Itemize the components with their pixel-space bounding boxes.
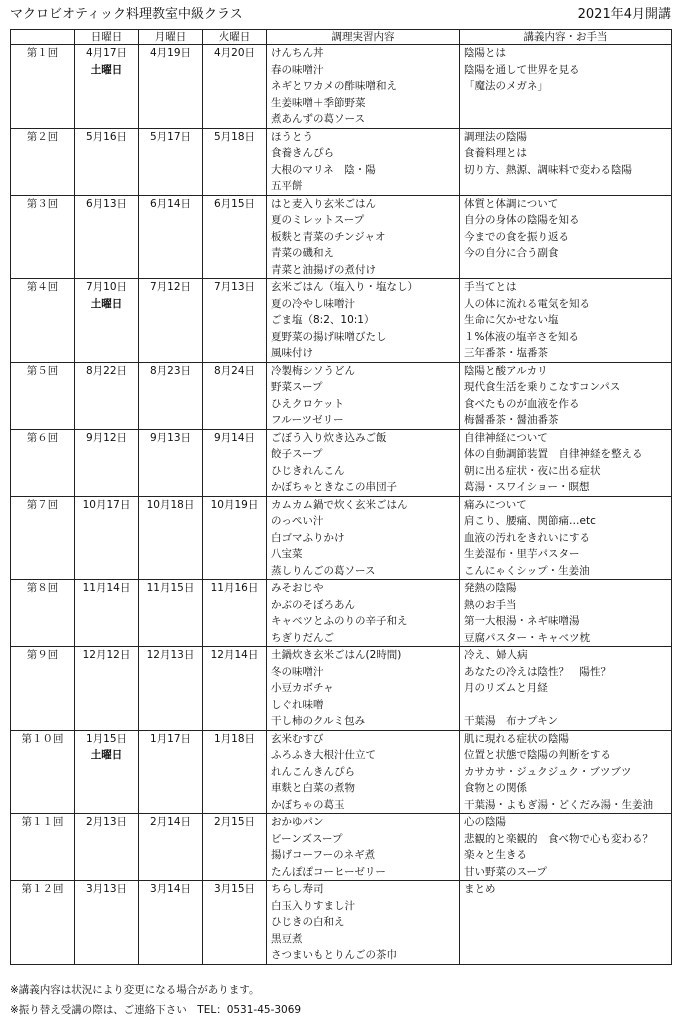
session-date: 5月18日 bbox=[213, 130, 256, 143]
session-number-cell bbox=[11, 362, 75, 429]
menu-item: キャベツとふのりの辛子和え bbox=[271, 615, 408, 627]
date-cell bbox=[139, 429, 203, 496]
menu-item: 蒸しりんごの葛ソース bbox=[271, 564, 376, 577]
lecture-item: 痛みについて bbox=[464, 498, 527, 511]
menu-item: 揚げコーフーのネギ煮 bbox=[271, 849, 376, 861]
date-cell bbox=[75, 128, 139, 195]
menu-cell bbox=[267, 279, 460, 363]
menu-item: 冬の味噌汁 bbox=[271, 665, 324, 678]
menu-item: 小豆カボチャ bbox=[271, 682, 334, 694]
date-cell bbox=[203, 45, 267, 129]
session-date: 11月16日 bbox=[210, 582, 259, 594]
menu-cell bbox=[267, 362, 460, 429]
lecture-item: 陰陽を通して世界を見る bbox=[464, 63, 580, 76]
date-cell bbox=[203, 279, 267, 363]
menu-item: カムカム鍋で炊く玄米ごはん bbox=[271, 498, 408, 511]
session-number-cell bbox=[11, 496, 75, 580]
menu-item: 白ゴマふりかけ bbox=[271, 531, 345, 544]
session-number: 第９回 bbox=[26, 649, 59, 661]
menu-item: 冷製梅シソうどん bbox=[271, 364, 355, 377]
menu-cell bbox=[267, 128, 460, 195]
menu-item: かぶのそぼろあん bbox=[271, 598, 355, 611]
lecture-item bbox=[460, 697, 671, 714]
table-row bbox=[11, 496, 672, 580]
date-cell bbox=[139, 128, 203, 195]
menu-cell bbox=[267, 195, 460, 279]
menu-item: ちらし寿司 bbox=[271, 883, 324, 895]
session-date: 11月15日 bbox=[146, 582, 195, 594]
menu-item: ほうとう bbox=[271, 130, 313, 143]
lecture-item: こんにゃくシップ・生姜油 bbox=[464, 564, 590, 577]
lecture-item: 月のリズムと月経 bbox=[464, 682, 548, 694]
date-cell bbox=[139, 580, 203, 647]
session-number-cell bbox=[11, 814, 75, 881]
lecture-cell bbox=[460, 45, 672, 129]
menu-cell bbox=[267, 814, 460, 881]
session-date: 6月15日 bbox=[213, 197, 256, 210]
table-row bbox=[11, 128, 672, 195]
menu-item: おかゆパン bbox=[271, 816, 324, 828]
menu-item: 白玉入りすまし汁 bbox=[271, 899, 355, 912]
session-number: 第５回 bbox=[26, 364, 59, 377]
menu-item: フルーツゼリー bbox=[271, 414, 344, 426]
session-date: 1月15日 bbox=[85, 732, 128, 745]
menu-cell bbox=[267, 647, 460, 731]
lecture-item: 食養料理とは bbox=[464, 147, 527, 159]
lecture-item: 「魔法のメガネ」 bbox=[464, 80, 548, 92]
menu-item: けんちん丼 bbox=[271, 47, 324, 59]
date-cell bbox=[75, 45, 139, 129]
date-cell bbox=[75, 647, 139, 731]
menu-item: 青菜と油揚げの煮付け bbox=[271, 263, 376, 276]
session-number-cell bbox=[11, 45, 75, 129]
table-row bbox=[11, 814, 672, 881]
session-date: 2月15日 bbox=[213, 816, 256, 828]
lecture-cell bbox=[460, 279, 672, 363]
lecture-item: 食物との関係 bbox=[464, 782, 527, 794]
lecture-item: 切り方、熱源、調味料で変わる陰陽 bbox=[464, 163, 632, 176]
lecture-cell bbox=[460, 881, 672, 965]
page-title: マクロビオティック料理教室中級クラス bbox=[10, 7, 243, 22]
lecture-item: 体の自動調節装置 自律神経を整える bbox=[464, 448, 643, 460]
lecture-item: 熱のお手当 bbox=[464, 598, 517, 611]
lecture-item: 楽々と生きる bbox=[464, 849, 527, 861]
lecture-cell bbox=[460, 730, 672, 814]
session-number: 第１回 bbox=[26, 47, 59, 59]
table-row bbox=[11, 881, 672, 965]
session-number-cell bbox=[11, 279, 75, 363]
menu-item: ひじきれんこん bbox=[271, 464, 345, 477]
menu-item: 青菜の磯和え bbox=[271, 247, 334, 259]
lecture-item: 干葉湯・よもぎ湯・どくだみ湯・生姜油 bbox=[464, 798, 653, 811]
lecture-cell bbox=[460, 580, 672, 647]
lecture-item: 今の自分に合う副食 bbox=[464, 247, 559, 259]
session-date: 10月17日 bbox=[82, 498, 131, 511]
lecture-item: 自分の身体の陰陽を知る bbox=[464, 214, 580, 226]
menu-item: ごま塩（8:2、10:1） bbox=[271, 314, 375, 326]
date-cell bbox=[203, 128, 267, 195]
session-number-cell bbox=[11, 881, 75, 965]
menu-item: れんこんきんぴら bbox=[271, 765, 355, 778]
lecture-item: 葛湯・スワイショー・瞑想 bbox=[464, 481, 590, 493]
menu-item: たんぽぽコーヒーゼリー bbox=[271, 865, 386, 878]
menu-item: 夏のミレットスープ bbox=[271, 214, 365, 226]
lecture-item: 位置と状態で陰陽の判断をする bbox=[464, 749, 611, 761]
lecture-item: 生命に欠かせない塩 bbox=[464, 314, 559, 326]
date-cell bbox=[203, 814, 267, 881]
session-number-cell bbox=[11, 429, 75, 496]
menu-item: かぼちゃときなこの串団子 bbox=[271, 481, 397, 493]
date-cell bbox=[139, 881, 203, 965]
date-cell bbox=[75, 580, 139, 647]
col-header-monday: 月曜日 bbox=[139, 30, 203, 45]
date-cell bbox=[75, 195, 139, 279]
session-number: 第８回 bbox=[26, 582, 59, 594]
lecture-item: 発熱の陰陽 bbox=[464, 582, 517, 594]
session-date: 8月22日 bbox=[85, 364, 128, 377]
date-cell bbox=[203, 362, 267, 429]
menu-item: 車麩と白菜の煮物 bbox=[271, 782, 355, 794]
date-cell bbox=[139, 195, 203, 279]
session-date: 4月20日 bbox=[213, 47, 256, 59]
menu-item: 餃子スープ bbox=[271, 448, 323, 460]
date-cell bbox=[75, 429, 139, 496]
lecture-item: 現代食生活を乗りこなすコンパス bbox=[464, 381, 621, 393]
menu-cell bbox=[267, 580, 460, 647]
menu-item: ごぼう入り炊き込みご飯 bbox=[271, 431, 387, 444]
session-date: 5月17日 bbox=[149, 130, 192, 143]
menu-cell bbox=[267, 429, 460, 496]
date-cell bbox=[203, 496, 267, 580]
lecture-item: あなたの冷えは陰性？ 陽性？ bbox=[464, 665, 611, 678]
date-cell bbox=[75, 496, 139, 580]
session-date: 3月15日 bbox=[213, 883, 256, 895]
session-date: 5月16日 bbox=[85, 130, 128, 143]
date-cell bbox=[75, 362, 139, 429]
date-cell bbox=[203, 429, 267, 496]
lecture-item: 悲観的と楽観的 食べ物で心も変わる？ bbox=[464, 832, 653, 845]
session-number: 第１２回 bbox=[21, 883, 64, 895]
session-number: 第２回 bbox=[26, 130, 59, 143]
table-body bbox=[11, 45, 672, 965]
session-number: 第６回 bbox=[26, 431, 59, 444]
menu-item: 玄米むすび bbox=[271, 732, 324, 745]
menu-item: 板麩と青菜のチンジャオ bbox=[271, 230, 386, 243]
session-date: 2月14日 bbox=[149, 816, 192, 828]
session-date: 11月14日 bbox=[82, 582, 131, 594]
table-row bbox=[11, 429, 672, 496]
menu-item: ビーンズスープ bbox=[271, 832, 343, 845]
lecture-item: 今までの食を振り返る bbox=[464, 230, 569, 243]
session-date: 2月13日 bbox=[85, 816, 128, 828]
session-date: 7月12日 bbox=[149, 281, 192, 293]
saturday-note: 土曜日 bbox=[90, 297, 123, 310]
date-cell bbox=[139, 45, 203, 129]
lecture-item: まとめ bbox=[464, 883, 496, 895]
date-cell bbox=[139, 279, 203, 363]
session-date: 4月19日 bbox=[149, 47, 192, 59]
session-date: 3月13日 bbox=[85, 883, 128, 895]
lecture-cell bbox=[460, 647, 672, 731]
footer-note-2: ※振り替え受講の際は、ご連絡下さい TEL：0531-45-3069 bbox=[10, 1004, 302, 1016]
col-header-session bbox=[11, 30, 75, 45]
session-number-cell bbox=[11, 195, 75, 279]
session-date: 1月18日 bbox=[213, 732, 256, 745]
header-row bbox=[11, 30, 672, 45]
menu-item: 野菜スープ bbox=[271, 381, 323, 393]
lecture-cell bbox=[460, 496, 672, 580]
menu-item: みそおじや bbox=[271, 582, 324, 594]
session-date: 6月14日 bbox=[149, 197, 192, 210]
session-date: 7月10日 bbox=[85, 281, 128, 293]
session-number: 第４回 bbox=[26, 281, 59, 293]
table-row bbox=[11, 580, 672, 647]
table-row bbox=[11, 279, 672, 363]
session-number-cell bbox=[11, 730, 75, 814]
menu-item: 土鍋炊き玄米ごはん(2時間) bbox=[271, 649, 402, 661]
menu-item: 大根のマリネ 陰・陽 bbox=[271, 163, 376, 176]
lecture-item: 豆腐パスター・キャベツ枕 bbox=[464, 631, 590, 644]
menu-item: 黒豆煮 bbox=[271, 932, 303, 945]
lecture-item: 肌に現れる症状の陰陽 bbox=[464, 732, 569, 745]
lecture-item: 甘い野菜のスープ bbox=[464, 865, 547, 878]
lecture-item: 冷え、婦人病 bbox=[464, 649, 528, 661]
session-date: 8月23日 bbox=[149, 364, 192, 377]
date-cell bbox=[139, 730, 203, 814]
menu-item: ネギとワカメの酢味噌和え bbox=[271, 80, 397, 92]
lecture-item: 自律神経について bbox=[464, 431, 548, 444]
session-date: 8月24日 bbox=[213, 364, 256, 377]
menu-item: 五平餅 bbox=[271, 180, 303, 192]
menu-cell bbox=[267, 730, 460, 814]
lecture-item: 梅醤番茶・醤油番茶 bbox=[464, 414, 559, 426]
saturday-note: 土曜日 bbox=[90, 749, 123, 761]
date-cell bbox=[75, 279, 139, 363]
col-header-menu: 調理実習内容 bbox=[267, 30, 460, 45]
lecture-item: カサカサ・ジュクジュク・ブツブツ bbox=[464, 765, 632, 778]
lecture-item: 心の陰陽 bbox=[464, 816, 506, 828]
table-row bbox=[11, 647, 672, 731]
table-row bbox=[11, 730, 672, 814]
session-number: 第３回 bbox=[26, 197, 59, 210]
table-row bbox=[11, 362, 672, 429]
menu-item: ひじきの白和え bbox=[271, 916, 345, 928]
date-cell bbox=[203, 647, 267, 731]
menu-item: さつまいもとりんごの茶巾 bbox=[271, 949, 397, 961]
session-number-cell bbox=[11, 128, 75, 195]
session-date: 10月19日 bbox=[210, 498, 259, 511]
menu-item: 夏の冷やし味噌汁 bbox=[271, 297, 355, 310]
session-date: 4月17日 bbox=[85, 47, 128, 59]
lecture-item: 調理法の陰陽 bbox=[464, 130, 527, 143]
session-number: 第１０回 bbox=[21, 732, 64, 745]
date-cell bbox=[75, 881, 139, 965]
lecture-item: １%体液の塩辛さを知る bbox=[464, 330, 579, 343]
menu-item: 煮あんずの葛ソース bbox=[271, 113, 365, 125]
session-number-cell bbox=[11, 580, 75, 647]
lecture-item: 陰陽とは bbox=[464, 47, 506, 59]
lecture-item: 第一大根湯・ネギ味噌湯 bbox=[464, 615, 580, 627]
menu-item: 干し柿のクルミ包み bbox=[271, 715, 366, 727]
col-header-tuesday: 火曜日 bbox=[203, 30, 267, 45]
col-header-sunday: 日曜日 bbox=[75, 30, 139, 45]
menu-item: ふろふき大根汁仕立て bbox=[271, 749, 376, 761]
footer-note-1: ※講義内容は状況により変更になる場合があります。 bbox=[10, 984, 260, 996]
menu-item: 風味付け bbox=[271, 347, 313, 359]
lecture-item: 食べたものが血液を作る bbox=[464, 397, 580, 410]
page-header bbox=[10, 4, 671, 26]
date-cell bbox=[75, 814, 139, 881]
session-date: 9月13日 bbox=[149, 431, 192, 444]
date-cell bbox=[203, 195, 267, 279]
lecture-item: 朝に出る症状・夜に出る症状 bbox=[464, 464, 601, 477]
date-cell bbox=[139, 496, 203, 580]
session-number: 第７回 bbox=[26, 498, 59, 511]
lecture-cell bbox=[460, 195, 672, 279]
menu-cell bbox=[267, 496, 460, 580]
lecture-item: 体質と体調について bbox=[464, 197, 559, 210]
session-date: 9月14日 bbox=[213, 431, 256, 444]
menu-cell bbox=[267, 881, 460, 965]
table-row bbox=[11, 195, 672, 279]
menu-item: 玄米ごはん（塩入り・塩なし） bbox=[271, 281, 418, 293]
session-date: 7月13日 bbox=[213, 281, 256, 293]
session-number-cell bbox=[11, 647, 75, 731]
menu-item: しぐれ味噌 bbox=[271, 698, 324, 711]
session-date: 12月12日 bbox=[82, 649, 131, 661]
session-date: 10月18日 bbox=[146, 498, 195, 511]
schedule-table bbox=[10, 29, 672, 965]
session-number: 第１１回 bbox=[21, 816, 64, 828]
session-date: 1月17日 bbox=[149, 732, 192, 745]
saturday-note: 土曜日 bbox=[90, 63, 123, 76]
lecture-item: 生姜湿布・里芋パスター bbox=[464, 548, 580, 560]
menu-cell bbox=[267, 45, 460, 129]
date-cell bbox=[139, 362, 203, 429]
col-header-lecture: 講義内容・お手当 bbox=[460, 30, 672, 45]
menu-item: かぼちゃの葛玉 bbox=[271, 798, 345, 811]
date-cell bbox=[203, 881, 267, 965]
date-cell bbox=[203, 730, 267, 814]
lecture-cell bbox=[460, 362, 672, 429]
menu-item: 八宝菜 bbox=[271, 548, 303, 560]
lecture-cell bbox=[460, 429, 672, 496]
session-date: 12月14日 bbox=[210, 649, 259, 661]
menu-item: 生姜味噌＋季節野菜 bbox=[271, 96, 366, 109]
lecture-item: 手当てとは bbox=[464, 281, 517, 293]
lecture-item: 血液の汚れをきれいにする bbox=[464, 531, 590, 544]
date-cell bbox=[139, 647, 203, 731]
lecture-item: 陰陽と酸アルカリ bbox=[464, 364, 548, 377]
menu-item: ちぎりだんご bbox=[271, 631, 334, 644]
session-date: 12月13日 bbox=[146, 649, 195, 661]
lecture-item: 三年番茶・塩番茶 bbox=[464, 347, 548, 359]
date-cell bbox=[139, 814, 203, 881]
start-date: 2021年4月開講 bbox=[577, 7, 671, 22]
session-date: 3月14日 bbox=[149, 883, 192, 895]
lecture-item: 人の体に流れる電気を知る bbox=[464, 297, 590, 310]
lecture-item: 肩こり、腰痛、関節痛…etc bbox=[464, 515, 596, 527]
lecture-cell bbox=[460, 128, 672, 195]
menu-item: はと麦入り玄米ごはん bbox=[271, 197, 376, 210]
session-date: 6月13日 bbox=[85, 197, 128, 210]
table-row bbox=[11, 45, 672, 129]
menu-item: 食養きんぴら bbox=[271, 147, 334, 159]
lecture-item: 干葉湯 布ナプキン bbox=[464, 715, 558, 727]
lecture-cell bbox=[460, 814, 672, 881]
date-cell bbox=[203, 580, 267, 647]
date-cell bbox=[75, 730, 139, 814]
session-date: 9月12日 bbox=[85, 431, 128, 444]
menu-item: 春の味噌汁 bbox=[271, 63, 324, 76]
menu-item: のっぺい汁 bbox=[271, 515, 324, 527]
menu-item: 夏野菜の揚げ味噌びたし bbox=[271, 330, 387, 343]
menu-item: ひえクロケット bbox=[271, 397, 344, 410]
